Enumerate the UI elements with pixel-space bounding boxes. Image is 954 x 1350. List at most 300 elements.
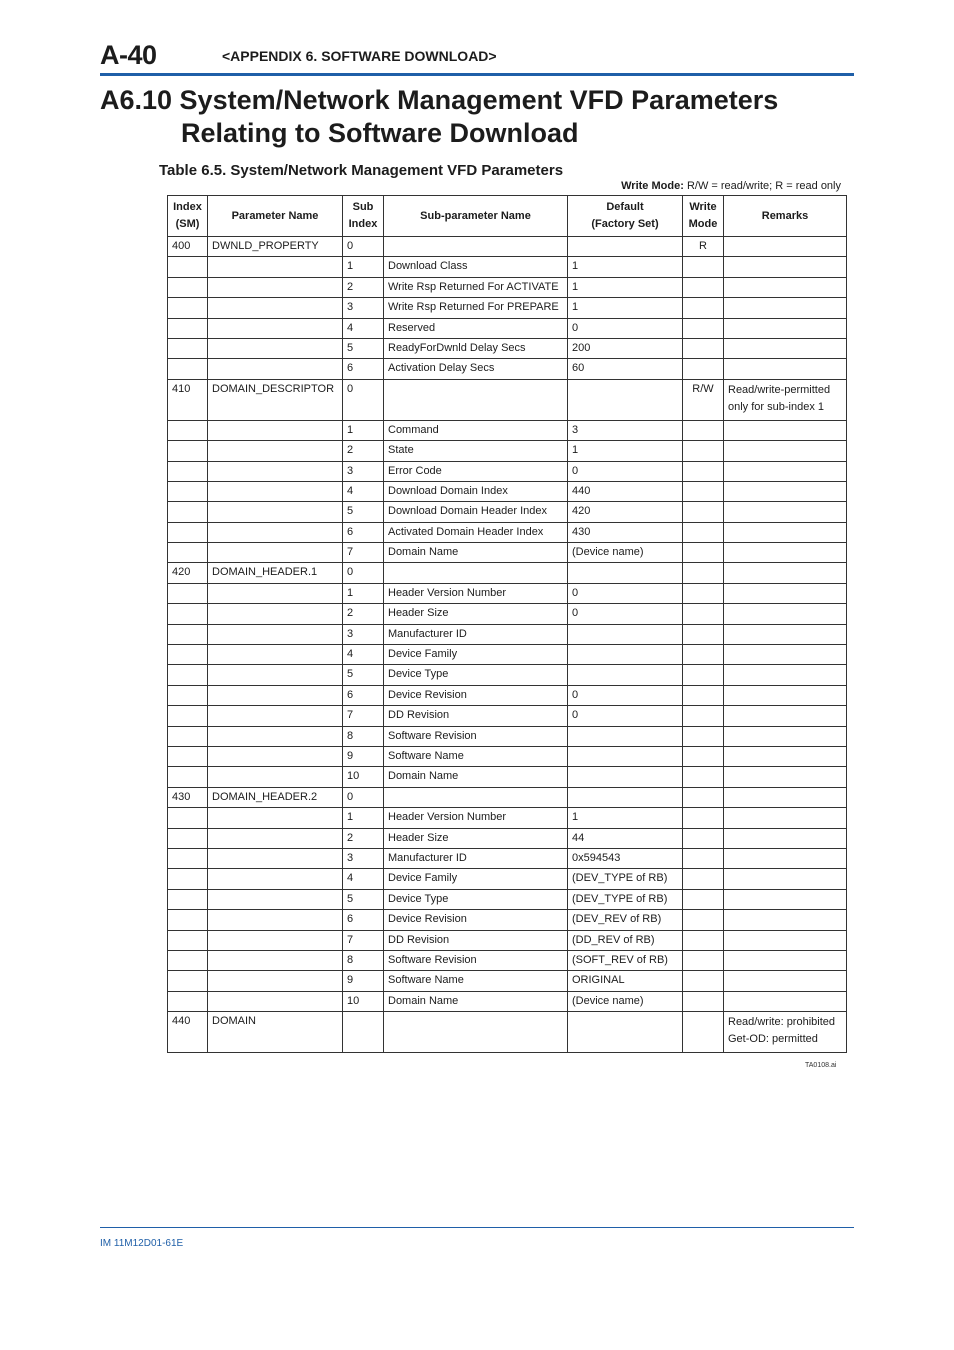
cell-default [568,624,683,644]
cell-default [568,237,683,257]
cell-index [168,338,208,358]
cell-sub-index: 0 [343,237,384,257]
cell-index [168,991,208,1011]
cell-default: (SOFT_REV of RB) [568,950,683,970]
cell-write-mode [683,481,724,501]
cell-parameter-name [208,971,343,991]
cell-sub-parameter-name: Device Type [384,889,568,909]
table-row [168,787,847,807]
cell-remarks [724,767,847,787]
cell-parameter-name [208,359,343,379]
cell-default: (Device name) [568,543,683,563]
cell-index [168,441,208,461]
cell-sub-parameter-name: Header Size [384,828,568,848]
cell-index [168,604,208,624]
cell-sub-parameter-name: Command [384,420,568,440]
cell-index [168,624,208,644]
cell-default: 0 [568,604,683,624]
table-row [168,889,847,909]
col-header-remarks: Remarks [724,196,847,237]
cell-write-mode [683,808,724,828]
cell-index [168,481,208,501]
cell-sub-index: 2 [343,604,384,624]
cell-write-mode [683,502,724,522]
cell-remarks [724,889,847,909]
cell-remarks [724,502,847,522]
cell-index [168,277,208,297]
cell-remarks [724,522,847,542]
cell-write-mode [683,889,724,909]
cell-remarks [724,685,847,705]
table-row [168,726,847,746]
cell-write-mode [683,1012,724,1053]
cell-default: 1 [568,257,683,277]
section-title [100,84,778,150]
footer-rule [100,1227,854,1228]
cell-default: 1 [568,808,683,828]
cell-sub-parameter-name: Error Code [384,461,568,481]
cell-write-mode [683,746,724,766]
table-row [168,746,847,766]
cell-write-mode [683,583,724,603]
cell-parameter-name [208,746,343,766]
cell-sub-index: 6 [343,359,384,379]
cell-sub-index: 7 [343,706,384,726]
cell-sub-index: 3 [343,298,384,318]
table-header-row [168,196,847,237]
table-row [168,910,847,930]
cell-write-mode: R [683,237,724,257]
table-row [168,522,847,542]
cell-write-mode [683,950,724,970]
table-body [168,237,847,1053]
cell-default [568,726,683,746]
cell-sub-parameter-name: Download Class [384,257,568,277]
section-tag: <APPENDIX 6. SOFTWARE DOWNLOAD> [222,48,497,64]
cell-parameter-name [208,318,343,338]
cell-sub-parameter-name: Device Family [384,645,568,665]
cell-sub-index: 5 [343,665,384,685]
cell-parameter-name [208,869,343,889]
cell-parameter-name [208,726,343,746]
cell-sub-parameter-name: Header Version Number [384,583,568,603]
cell-sub-parameter-name: ReadyForDwnld Delay Secs [384,338,568,358]
cell-parameter-name: DOMAIN_HEADER.1 [208,563,343,583]
cell-index [168,869,208,889]
cell-parameter-name [208,665,343,685]
cell-default: (Device name) [568,991,683,1011]
cell-sub-parameter-name: Software Name [384,971,568,991]
cell-parameter-name [208,543,343,563]
write-mode-label: Write Mode: [621,180,684,192]
cell-remarks [724,318,847,338]
cell-write-mode [683,869,724,889]
cell-sub-parameter-name: Device Family [384,869,568,889]
cell-write-mode [683,604,724,624]
table-row [168,685,847,705]
table-row [168,257,847,277]
col-header-default: Default (Factory Set) [568,196,683,237]
cell-sub-parameter-name [384,1012,568,1053]
cell-index: 410 [168,379,208,420]
cell-sub-parameter-name [384,237,568,257]
section-title-line1: A6.10 System/Network Management VFD Parameters [100,85,779,115]
cell-write-mode [683,910,724,930]
cell-sub-index: 4 [343,481,384,501]
cell-remarks [724,869,847,889]
table-row [168,318,847,338]
cell-default [568,767,683,787]
cell-write-mode [683,277,724,297]
cell-write-mode [683,930,724,950]
cell-remarks [724,930,847,950]
table-row [168,665,847,685]
table-row [168,767,847,787]
cell-default: 430 [568,522,683,542]
table-row [168,543,847,563]
table-row [168,481,847,501]
col-header-sub-parameter-name: Sub-parameter Name [384,196,568,237]
cell-parameter-name: DOMAIN_HEADER.2 [208,787,343,807]
cell-default: 0 [568,461,683,481]
cell-remarks [724,950,847,970]
cell-default: 1 [568,441,683,461]
page-number: A-40 [100,40,157,70]
cell-sub-index: 9 [343,971,384,991]
cell-sub-parameter-name: Software Revision [384,950,568,970]
cell-index: 400 [168,237,208,257]
cell-sub-index: 1 [343,808,384,828]
cell-default: 3 [568,420,683,440]
cell-remarks [724,726,847,746]
cell-remarks [724,277,847,297]
cell-remarks [724,787,847,807]
table-row [168,869,847,889]
cell-parameter-name [208,828,343,848]
cell-default: 440 [568,481,683,501]
cell-write-mode: R/W [683,379,724,420]
cell-parameter-name [208,624,343,644]
cell-write-mode [683,563,724,583]
cell-parameter-name: DWNLD_PROPERTY [208,237,343,257]
cell-default [568,379,683,420]
cell-sub-parameter-name: Download Domain Index [384,481,568,501]
cell-remarks [724,604,847,624]
cell-sub-index: 3 [343,624,384,644]
cell-sub-parameter-name [384,379,568,420]
cell-write-mode [683,848,724,868]
cell-write-mode [683,318,724,338]
cell-parameter-name [208,420,343,440]
cell-sub-index: 4 [343,318,384,338]
cell-index [168,665,208,685]
table-row [168,277,847,297]
cell-default: 420 [568,502,683,522]
cell-parameter-name [208,257,343,277]
cell-index [168,543,208,563]
table-row [168,645,847,665]
cell-sub-parameter-name: Reserved [384,318,568,338]
cell-write-mode [683,461,724,481]
cell-sub-parameter-name: Device Revision [384,685,568,705]
cell-parameter-name: DOMAIN_DESCRIPTOR [208,379,343,420]
cell-sub-index: 7 [343,543,384,563]
cell-parameter-name [208,298,343,318]
cell-index [168,930,208,950]
cell-sub-index: 8 [343,950,384,970]
cell-default: 200 [568,338,683,358]
cell-parameter-name [208,767,343,787]
cell-index [168,583,208,603]
cell-index: 430 [168,787,208,807]
cell-remarks [724,563,847,583]
table-title: Table 6.5. System/Network Management VFD Parameters [159,162,564,179]
cell-parameter-name [208,930,343,950]
cell-parameter-name [208,338,343,358]
cell-parameter-name: DOMAIN [208,1012,343,1053]
table-row [168,706,847,726]
cell-remarks [724,420,847,440]
image-code: TA0108.ai [805,1062,837,1069]
cell-remarks [724,848,847,868]
cell-sub-parameter-name: State [384,441,568,461]
cell-sub-parameter-name: Write Rsp Returned For PREPARE [384,298,568,318]
cell-default [568,645,683,665]
cell-sub-parameter-name: Header Size [384,604,568,624]
cell-write-mode [683,645,724,665]
cell-sub-index: 8 [343,726,384,746]
cell-index [168,828,208,848]
cell-remarks [724,583,847,603]
cell-default: 60 [568,359,683,379]
cell-remarks [724,828,847,848]
table-row [168,848,847,868]
cell-parameter-name [208,848,343,868]
cell-default: 1 [568,298,683,318]
cell-sub-parameter-name: Domain Name [384,543,568,563]
cell-default: (DEV_REV of RB) [568,910,683,930]
cell-default: (DEV_TYPE of RB) [568,869,683,889]
cell-sub-index: 1 [343,257,384,277]
col-header-write-mode: Write Mode [683,196,724,237]
cell-default [568,1012,683,1053]
cell-sub-index: 5 [343,502,384,522]
cell-parameter-name [208,706,343,726]
cell-remarks [724,298,847,318]
cell-sub-parameter-name: Write Rsp Returned For ACTIVATE [384,277,568,297]
cell-default: 0 [568,318,683,338]
cell-sub-parameter-name: Activation Delay Secs [384,359,568,379]
cell-write-mode [683,991,724,1011]
cell-remarks [724,910,847,930]
cell-index [168,950,208,970]
cell-write-mode [683,420,724,440]
cell-sub-parameter-name: Device Type [384,665,568,685]
cell-index [168,726,208,746]
cell-sub-index: 6 [343,522,384,542]
cell-default [568,746,683,766]
table-row [168,1012,847,1053]
cell-sub-index: 4 [343,869,384,889]
cell-write-mode [683,257,724,277]
table-row [168,379,847,420]
cell-remarks [724,359,847,379]
cell-sub-index: 5 [343,338,384,358]
write-mode-text: R/W = read/write; R = read only [686,180,841,192]
cell-remarks [724,665,847,685]
col-header-parameter-name: Parameter Name [208,196,343,237]
cell-index [168,910,208,930]
cell-index: 440 [168,1012,208,1053]
cell-index: 420 [168,563,208,583]
cell-default: 0 [568,706,683,726]
cell-default: (DEV_TYPE of RB) [568,889,683,909]
page-header [100,40,854,76]
cell-parameter-name [208,441,343,461]
cell-parameter-name [208,645,343,665]
cell-index [168,808,208,828]
cell-sub-index: 0 [343,379,384,420]
cell-index [168,420,208,440]
cell-sub-index: 0 [343,563,384,583]
table-row [168,624,847,644]
cell-remarks [724,808,847,828]
cell-write-mode [683,298,724,318]
cell-sub-index: 0 [343,787,384,807]
cell-write-mode [683,787,724,807]
table-row [168,298,847,318]
cell-parameter-name [208,889,343,909]
cell-parameter-name [208,481,343,501]
cell-sub-index: 6 [343,910,384,930]
cell-default: 0 [568,583,683,603]
cell-parameter-name [208,522,343,542]
cell-index [168,971,208,991]
cell-parameter-name [208,277,343,297]
cell-sub-index: 2 [343,828,384,848]
cell-sub-index: 3 [343,461,384,481]
header-rule [100,73,854,76]
cell-parameter-name [208,461,343,481]
cell-sub-index: 6 [343,685,384,705]
section-title-line2: Relating to Software Download [181,118,579,148]
cell-parameter-name [208,502,343,522]
cell-remarks [724,237,847,257]
cell-index [168,257,208,277]
cell-sub-index: 10 [343,991,384,1011]
cell-sub-parameter-name: Domain Name [384,991,568,1011]
table-row [168,420,847,440]
cell-write-mode [683,359,724,379]
table-row [168,808,847,828]
cell-index [168,502,208,522]
cell-default: 0x594543 [568,848,683,868]
table-row [168,237,847,257]
cell-sub-parameter-name: DD Revision [384,930,568,950]
cell-write-mode [683,522,724,542]
cell-index [168,318,208,338]
cell-write-mode [683,726,724,746]
cell-index [168,298,208,318]
cell-sub-index: 1 [343,420,384,440]
table-row [168,991,847,1011]
cell-index [168,889,208,909]
cell-remarks [724,624,847,644]
cell-sub-parameter-name [384,787,568,807]
write-mode-legend [621,180,841,192]
table-row [168,502,847,522]
cell-sub-index: 10 [343,767,384,787]
table-row [168,563,847,583]
table-row [168,930,847,950]
cell-default: ORIGINAL [568,971,683,991]
cell-parameter-name [208,685,343,705]
cell-write-mode [683,665,724,685]
table-row [168,461,847,481]
cell-remarks [724,991,847,1011]
cell-remarks [724,746,847,766]
cell-index [168,522,208,542]
table-row [168,338,847,358]
cell-index [168,645,208,665]
cell-remarks [724,481,847,501]
cell-sub-index [343,1012,384,1053]
cell-remarks: Read/write-permitted only for sub-index 1 [724,379,847,420]
cell-default: 0 [568,685,683,705]
col-header-index: Index (SM) [168,196,208,237]
cell-remarks [724,706,847,726]
cell-remarks [724,338,847,358]
table-row [168,604,847,624]
cell-sub-index: 5 [343,889,384,909]
cell-sub-parameter-name: Activated Domain Header Index [384,522,568,542]
cell-remarks [724,441,847,461]
cell-parameter-name [208,808,343,828]
table-row [168,950,847,970]
cell-index [168,767,208,787]
cell-write-mode [683,685,724,705]
cell-index [168,706,208,726]
cell-default: (DD_REV of RB) [568,930,683,950]
cell-sub-index: 4 [343,645,384,665]
cell-index [168,746,208,766]
cell-remarks [724,257,847,277]
cell-sub-parameter-name: Software Name [384,746,568,766]
cell-sub-index: 7 [343,930,384,950]
cell-default [568,787,683,807]
cell-remarks [724,645,847,665]
table-row [168,828,847,848]
cell-sub-parameter-name: Manufacturer ID [384,848,568,868]
table-row [168,583,847,603]
cell-write-mode [683,706,724,726]
cell-index [168,685,208,705]
cell-write-mode [683,543,724,563]
table-row [168,359,847,379]
cell-parameter-name [208,991,343,1011]
cell-write-mode [683,338,724,358]
cell-sub-index: 9 [343,746,384,766]
cell-sub-parameter-name: Software Revision [384,726,568,746]
cell-sub-index: 1 [343,583,384,603]
cell-sub-parameter-name: Domain Name [384,767,568,787]
cell-parameter-name [208,583,343,603]
cell-write-mode [683,624,724,644]
cell-write-mode [683,767,724,787]
cell-parameter-name [208,950,343,970]
cell-write-mode [683,971,724,991]
cell-sub-parameter-name: Manufacturer ID [384,624,568,644]
